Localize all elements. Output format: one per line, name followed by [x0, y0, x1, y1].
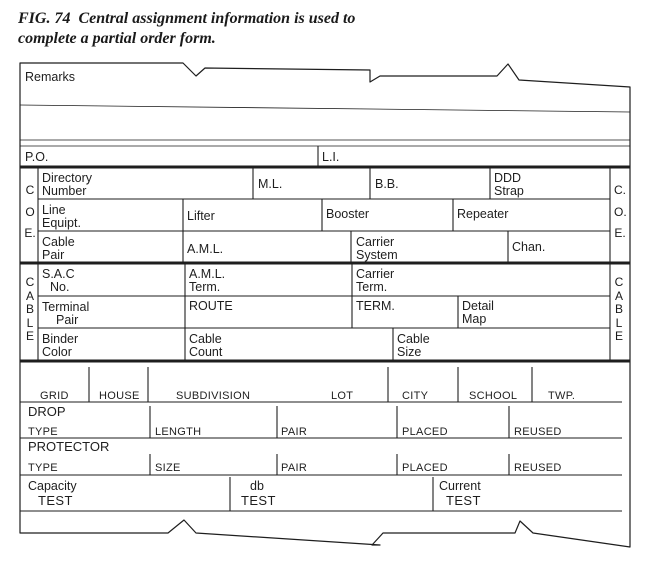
cable-side-right: [613, 276, 625, 344]
cable-side-left-letter: A: [25, 288, 34, 303]
aml-term-sub-label: Term.: [189, 280, 221, 294]
carrier-label: Carrier: [356, 235, 395, 249]
lifter-label: Lifter: [187, 209, 215, 223]
current-label: Current: [439, 479, 481, 493]
cable-side-left: [24, 276, 36, 344]
co-side-left-letter: O: [25, 204, 35, 219]
subdivision-label: SUBDIVISION: [176, 390, 251, 402]
li-label: L.I.: [322, 150, 340, 164]
co-side-left-letter: E.: [24, 226, 36, 240]
co-side-left-letter: C: [25, 183, 35, 197]
cable-side-right-letter: C: [614, 275, 624, 289]
ddd-label: DDD: [494, 171, 522, 185]
pair-label: Pair: [42, 248, 65, 262]
carrier-term-label: Carrier: [356, 267, 395, 281]
ml-label: M.L.: [258, 177, 283, 191]
figure-label: FIG. 74: [18, 10, 71, 27]
grid-label: GRID: [40, 390, 69, 402]
number-label: Number: [42, 184, 87, 198]
aml-term-label: A.M.L.: [189, 267, 226, 281]
protector-type-label: TYPE: [28, 462, 58, 474]
co-side-right-letter: C.: [614, 183, 626, 197]
cable-side-right-letter: B: [614, 302, 623, 316]
remarks-label: Remarks: [25, 70, 76, 84]
drop-reused-label: REUSED: [514, 426, 562, 438]
cable-side-right-letter: E: [614, 329, 623, 343]
cable-side-right-letter: L: [615, 315, 623, 330]
capacity-label: Capacity: [28, 479, 77, 493]
protector-pair-label: PAIR: [281, 462, 308, 474]
line-label: Line: [42, 203, 66, 217]
route-label: ROUTE: [189, 299, 233, 313]
caption-text-2: complete a partial order form.: [18, 30, 216, 47]
cable-size-label: Cable: [397, 332, 430, 346]
chan-label: Chan.: [512, 240, 546, 254]
color-label: Color: [42, 345, 72, 359]
cable-side-left-letter: C: [25, 275, 35, 289]
drop-title: DROP: [28, 404, 66, 419]
binder-label: Binder: [42, 332, 79, 346]
co-side-right: [614, 184, 626, 241]
booster-label: Booster: [326, 207, 370, 221]
co-side-right-letter: E.: [614, 226, 626, 240]
bb-label: B.B.: [375, 177, 399, 191]
lot-label: LOT: [331, 390, 354, 402]
strap-label: Strap: [494, 184, 524, 198]
cable-side-left-letter: E: [25, 329, 34, 343]
carrier-term-sub-label: Term.: [356, 280, 388, 294]
drop-length-label: LENGTH: [155, 426, 202, 438]
protector-reused-label: REUSED: [514, 462, 562, 474]
sac-label: S.A.C: [42, 267, 75, 281]
co-side-right-letter: O.: [614, 204, 627, 219]
po-label: P.O.: [25, 150, 49, 164]
drop-pair-label: PAIR: [281, 426, 308, 438]
cable-side-left-letter: B: [25, 302, 34, 316]
drop-type-label: TYPE: [28, 426, 58, 438]
protector-placed-label: PLACED: [402, 462, 448, 474]
count-label: Count: [189, 345, 223, 359]
db-label: db: [250, 479, 264, 493]
cable-side-left-letter: L: [26, 315, 34, 330]
capacity-value: TEST: [38, 493, 73, 508]
map-label: Map: [462, 312, 487, 326]
cable-side-right-letter: A: [614, 288, 623, 303]
equipt-label: Equipt.: [42, 216, 81, 230]
repeater-label: Repeater: [457, 207, 509, 221]
term-label: TERM.: [356, 299, 395, 313]
school-label: SCHOOL: [469, 390, 518, 402]
db-value: TEST: [241, 493, 276, 508]
twp-label: TWP.: [548, 390, 576, 402]
aml-label: A.M.L.: [187, 242, 224, 256]
caption-text-1: Central assignment information is used to: [78, 10, 356, 27]
cable-count-label: Cable: [189, 332, 222, 346]
city-label: CITY: [402, 390, 429, 402]
system-label: System: [356, 248, 398, 262]
terminal-label: Terminal: [42, 300, 90, 314]
co-side-left: [24, 184, 36, 241]
protector-size-label: SIZE: [155, 462, 181, 474]
protector-title: PROTECTOR: [28, 439, 110, 454]
terminal-pair-label: Pair: [56, 313, 79, 327]
house-label: HOUSE: [99, 390, 140, 402]
current-value: TEST: [446, 493, 481, 508]
drop-placed-label: PLACED: [402, 426, 448, 438]
directory-label: Directory: [42, 171, 93, 185]
size-label: Size: [397, 345, 422, 359]
cable-label: Cable: [42, 235, 75, 249]
sac-no-label: No.: [50, 280, 70, 294]
detail-label: Detail: [462, 299, 494, 313]
